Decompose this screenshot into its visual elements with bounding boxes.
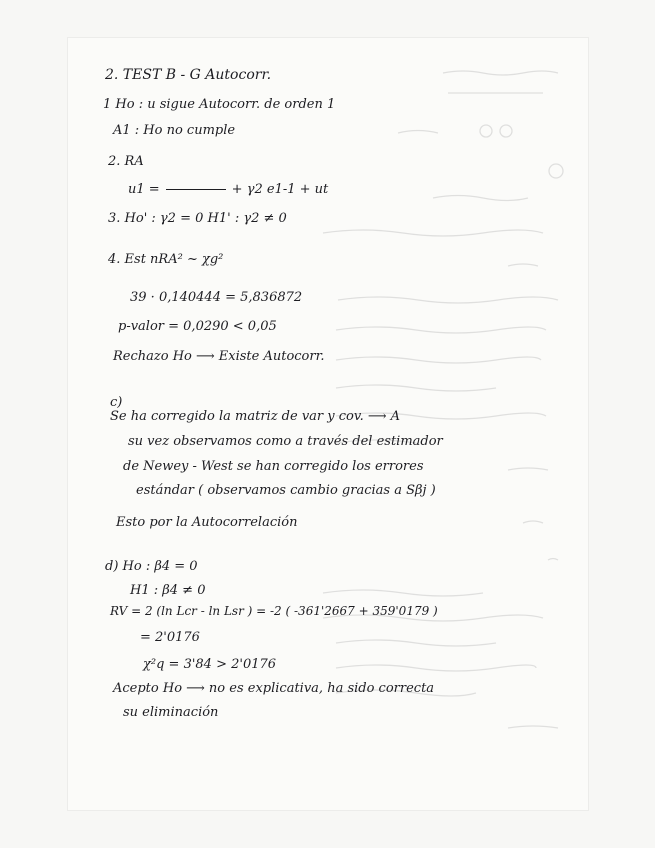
line-statistic: 4. Est nRA² ~ χg² [108,252,224,267]
line-part-c-2: su vez observamos como a través del estimador [128,434,443,449]
line-part-c-1: Se ha corregido la matriz de var y cov. ⟶ A [110,409,401,424]
line-regression [128,183,328,196]
line-null-hypothesis: 1 Ho : u sigue Autocorr. de orden 1 [103,97,336,112]
line-p-value: p-valor = 0,0290 < 0,05 [118,319,277,334]
line-part-c-label: c) [110,395,123,410]
regression-rhs: + γ2 e1-1 + ut [231,182,329,197]
line-conclusion-2: su eliminación [123,705,219,720]
line-critical-value: χ²q = 3'84 > 2'0176 [143,657,277,672]
line-statistic-value: 39 · 0,140444 = 5,836872 [130,290,303,305]
handwritten-page [68,38,588,810]
line-test-title: 2. TEST B - G Autocorr. [105,67,272,83]
line-part-c-3: de Newey - West se han corregido los errores [123,459,424,474]
line-part-d-h1: H1 : β4 ≠ 0 [130,583,206,598]
line-likelihood-ratio: RV = 2 (ln Lcr - ln Lsr ) = -2 ( -361'2667 + 359'0179 ) [110,604,438,618]
line-step-ra: 2. RA [108,154,144,169]
line-part-c-4: estándar ( observamos cambio gracias a Sβj ) [136,483,436,498]
line-conclusion: Acepto Ho ⟶ no es explicativa, ha sido correcta [113,681,435,696]
line-step-hypotheses: 3. Ho' : γ2 = 0 H1' : γ2 ≠ 0 [108,211,287,226]
regression-lhs: u1 = [128,182,160,197]
line-part-c-5: Esto por la Autocorrelación [116,515,298,530]
line-lr-value: = 2'0176 [140,630,200,645]
line-decision: Rechazo Ho ⟶ Existe Autocorr. [113,349,325,364]
line-part-d-label: d) Ho : β4 = 0 [105,559,198,574]
regression-blank [166,189,226,190]
line-alt-hypothesis: A1 : Ho no cumple [113,123,236,138]
